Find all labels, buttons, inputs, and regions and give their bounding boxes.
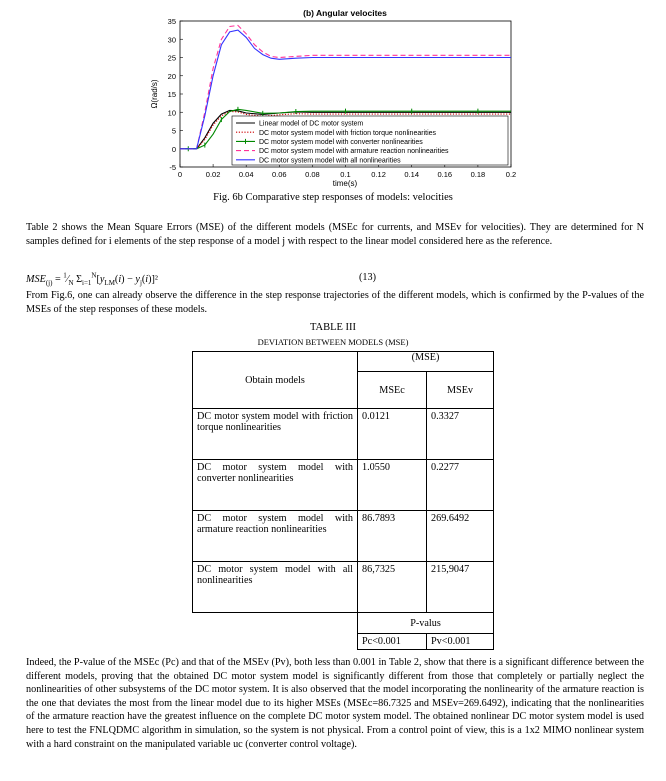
x-tick-label: 0.08: [305, 170, 320, 179]
legend-label: DC motor system model with friction torque nonlinearities: [259, 129, 437, 137]
x-tick-label: 0.02: [205, 170, 221, 179]
chart-legend: [232, 116, 508, 165]
legend-label: DC motor system model with all nonlinearities: [259, 157, 401, 165]
figure-caption: Fig. 6b Comparative step responses of models: velocities: [213, 192, 453, 203]
pvalues-header-row: [193, 613, 494, 634]
paragraph-discussion: Indeed, the P-value of the MSEc (Pc) and that of the MSEv (Pv), both less than 0.001 in Table 2, show that there is a significant difference between the different models, proving that the obtained DC motor system model is significantly different from those that completely or partially neglect the nonlinearities of other subsystems of the DC motor system. It is also observed that the model incorporating the nonlinearity of the armature reaction is the one that deviates the most from the linear model due to its higher MSEs (MSEc=86.7325 and MSEv=269.6492), indicating that the nonlinearities of the armature reaction have the greatest influence on the complete DC motor system model. The obtained nonlinear DC motor system model is used here to test the FNLQDMC algorithm in simulation, so the system is not physical. From a control point of view, this is a 1x2 MIMO nonlinear system with a hard constraint on the manipulated variable uc (converter control voltage).: [26, 657, 644, 750]
x-tick-label: 0.2: [505, 170, 517, 179]
table-row-header: Obtain models: [193, 352, 358, 409]
x-axis-label: time(s): [332, 179, 358, 188]
pvalues-row: [193, 634, 494, 650]
y-tick-label: 25: [167, 53, 176, 63]
paragraph-fig6-observation: From Fig.6, one can already observe the difference in the step response trajectories of the different models, which is confirmed by the P-values of the MSEs of the step responses of these models.: [26, 290, 644, 315]
table-subtitle: DEVIATION BETWEEN MODELS (MSE): [257, 337, 409, 347]
msev-value: 215,9047: [427, 562, 494, 613]
y-tick-label: -5: [169, 163, 176, 172]
mse-table: [192, 351, 494, 650]
msec-value: 86.7893: [358, 511, 427, 562]
y-tick-label: 30: [167, 35, 176, 45]
x-tick-label: 0: [177, 170, 183, 179]
pv-value: Pv<0.001: [427, 634, 494, 650]
legend-label: DC motor system model with converter nonlinearities: [259, 139, 423, 146]
x-tick-label: 0.18: [470, 170, 486, 179]
msec-value: 1.0550: [358, 460, 427, 511]
msev-value: 0.2277: [427, 460, 494, 511]
y-tick-label: 10: [167, 108, 176, 118]
table-header-row: [193, 352, 494, 372]
msec-value: 0.0121: [358, 409, 427, 460]
equation-number: (13): [359, 272, 376, 283]
model-name: DC motor system model with all nonlinearities: [193, 562, 358, 613]
table-row: [193, 460, 494, 511]
x-tick-label: 0.16: [437, 170, 453, 179]
chart-title: (b) Angular velocites: [303, 8, 387, 18]
x-tick-label: 0.06: [271, 170, 287, 179]
y-tick-label: 0: [171, 144, 176, 154]
msev-value: 0.3327: [427, 409, 494, 460]
y-tick-label: 15: [167, 90, 176, 99]
equation-body: $MSE_{(j)}$ = $^1⁄_N$ $\Sigma_{i=1}^N[y_{LM}(i) - y_j(i)]^2$: [26, 272, 158, 288]
model-name: DC motor system model with armature reaction nonlinearities: [193, 511, 358, 562]
x-tick-label: 0.12: [371, 170, 386, 179]
table-row: [193, 511, 494, 562]
x-tick-label: 0.1: [340, 170, 351, 179]
model-name: DC motor system model with converter nonlinearities: [193, 460, 358, 511]
pvalues-header: P-valus: [358, 613, 494, 634]
y-tick-label: 20: [167, 71, 176, 81]
y-tick-label: 5: [171, 126, 176, 136]
table-title: TABLE III: [309, 322, 357, 333]
y-tick-label: 35: [167, 17, 176, 26]
velocity-step-response-chart: [0, 0, 666, 192]
x-tick-label: 0.14: [404, 170, 420, 179]
legend-label: DC motor system model with armature reaction nonlinearities: [259, 148, 449, 156]
y-axis-label: Ω(rad/s): [150, 79, 159, 109]
paragraph-mse-intro: Table 2 shows the Mean Square Errors (MSE) of the different models (MSEc for currents, and MSEv for velocities). They are determined for N samples defined for i elements of the step response of a model j with respect to the linear model considered here as the reference.: [26, 222, 644, 247]
table-row: [193, 562, 494, 613]
msec-value: 86,7325: [358, 562, 427, 613]
table-row: [193, 409, 494, 460]
table-group-header: (MSE): [358, 352, 494, 372]
model-name: DC motor system model with friction torque nonlinearities: [193, 409, 358, 460]
x-tick-label: 0.04: [238, 170, 254, 179]
legend-label: Linear model of DC motor system: [259, 120, 364, 128]
column-msec: MSEc: [358, 372, 427, 409]
msev-value: 269.6492: [427, 511, 494, 562]
equation-13: [26, 272, 636, 287]
column-msev: MSEv: [427, 372, 494, 409]
pc-value: Pc<0.001: [358, 634, 427, 650]
